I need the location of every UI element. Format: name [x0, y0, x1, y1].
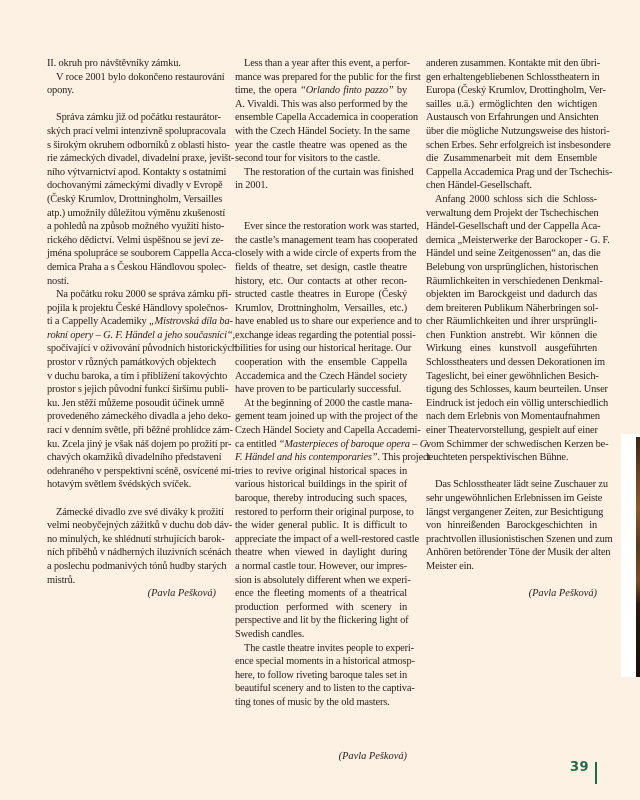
text-run: ting tones of music by the old masters. [235, 696, 390, 708]
theatre-photo-edge [636, 437, 640, 677]
text-run: Swedish candles. [235, 628, 305, 640]
text-run: demica Praha a s Českou Händlovou spolec- [47, 261, 227, 273]
text-run: Zámecké divadlo zve své diváky k prožití [56, 506, 224, 518]
text-run: v duchu baroka, a tím i přiblížení takovýchto [47, 370, 228, 382]
text-line [47, 247, 235, 261]
paragraph-gap [426, 574, 597, 588]
paragraph-gap [235, 723, 407, 737]
text-run: Accademica and the Czech Händel society [235, 370, 407, 382]
text-line [426, 166, 613, 180]
text-run: Less than a year after this event, a perfor- [244, 58, 410, 69]
text-run: theatre when viewed in daylight during [235, 547, 407, 559]
text-run: Czech Händel Society and Capella Accademi- [235, 425, 421, 437]
text-line [47, 111, 221, 125]
text-line [235, 533, 419, 547]
text-line [47, 193, 223, 207]
text-line [426, 383, 608, 397]
text-run: längst vergangener Zeiten, zur Besichtigung [426, 506, 604, 518]
text-line [426, 234, 610, 248]
text-line [235, 655, 415, 669]
text-line [235, 370, 407, 384]
text-run: mistrů. [47, 574, 76, 586]
text-run: dochovanými zámeckými divadly v Evropě [47, 180, 223, 192]
text-run: objekten im Barockgeist und dadurch das [426, 289, 597, 301]
text-line [235, 342, 412, 356]
text-line [47, 424, 233, 438]
text-line [235, 220, 419, 234]
text-line [47, 207, 226, 221]
text-line [235, 275, 407, 289]
text-run: the castle’s management team has cooperated [235, 234, 418, 246]
text-line [235, 98, 407, 112]
text-run: . This project [377, 452, 431, 464]
text-line [47, 152, 235, 166]
text-line [47, 234, 224, 248]
text-run: The restoration of the curtain was finished [244, 166, 414, 178]
text-line [47, 166, 227, 180]
text-line [235, 356, 407, 370]
text-line [235, 125, 410, 139]
text-line [426, 410, 600, 424]
text-line [47, 397, 225, 411]
text-run: Händel und seine Zeitgenossen“ an, das die [426, 248, 601, 260]
text-line [426, 506, 604, 520]
text-line [235, 424, 421, 438]
text-run: prostor v různých památkových objektech [47, 357, 217, 369]
text-line [47, 179, 223, 193]
text-run: have enabled us to share our experience and to [235, 316, 422, 328]
text-line [235, 696, 407, 710]
text-run: V roce 2001 bylo dokončeno restaurování [56, 71, 225, 83]
text-run: Europa (Český Krumlov, Drottingholm, Ver- [426, 85, 606, 97]
text-run: restored to perform their original purpose, to [235, 506, 414, 518]
text-run: beautiful scenery and to listen to the captiva- [235, 683, 415, 695]
text-run: ti a Cappelly Academiky [47, 316, 150, 328]
text-line [235, 166, 414, 180]
text-line [235, 506, 414, 520]
text-run: Austausch von Erfahrungen und Ansichten [426, 112, 599, 124]
text-line [426, 302, 597, 316]
paragraph-gap [235, 207, 407, 221]
author-signature: (Pavla Pešková) [147, 588, 216, 600]
text-run: rického dědictví. Velmi úspěšnou se jeví ze- [47, 234, 224, 246]
text-run: various historical buildings in the spirit of [235, 479, 407, 491]
text-run: opony. [47, 85, 74, 97]
text-line [235, 410, 418, 424]
text-line [426, 84, 606, 98]
paragraph-gap [235, 710, 407, 724]
text-run: closely with a wide circle of experts from the [235, 248, 417, 260]
text-line [47, 275, 216, 289]
text-line [426, 275, 603, 289]
text-line [47, 261, 227, 275]
text-line [235, 288, 407, 302]
text-run: rie zámeckých divadel, divadelní praxe, jevišt- [47, 153, 235, 165]
text-line [426, 247, 601, 261]
text-line [426, 261, 597, 275]
text-line [426, 329, 597, 343]
text-run: Schlosstheaters und dessen Dekorationen im [426, 357, 605, 369]
text-line [426, 451, 597, 465]
text-run: cooperation with the ensemble Cappella [235, 357, 407, 369]
text-run: jména spolupráce se souborem Cappella Acca- [47, 248, 235, 260]
text-line [235, 682, 415, 696]
text-line [47, 302, 228, 316]
text-run: baroque, thereby introducing such spaces, [235, 493, 407, 504]
column-english [235, 57, 431, 764]
text-line [47, 451, 222, 465]
italic-title: „Mistrovská díla ba- [149, 316, 233, 328]
text-run: odehraného v perspektivní scéně, osvícené mi- [47, 465, 235, 477]
text-line [47, 478, 216, 492]
text-run: Räumlichkeiten in verschiedenen Denkmal- [426, 275, 603, 287]
text-line [426, 179, 597, 193]
text-run: year the castle theatre was opened as the [235, 139, 407, 151]
text-line [426, 342, 597, 356]
text-line [47, 356, 216, 370]
text-line [47, 84, 216, 98]
text-run: with the Czech Händel Society. In the same [235, 125, 410, 137]
text-line [47, 342, 237, 356]
text-line [426, 111, 597, 125]
text-run: ního výtvarnictví apod. Kontakty s ostatními [47, 166, 227, 178]
italic-title: “Masterpieces of baroque opera – G. [278, 438, 430, 450]
text-run: leuchteten perspektivischen Bühne. [426, 452, 569, 464]
text-line [235, 261, 407, 275]
text-run: Správa zámku již od počátku restaurátor- [56, 112, 221, 124]
text-line [426, 519, 597, 533]
text-run: (Český Krumlov, Drottningholm, Versailles [47, 193, 223, 205]
text-run: perspective and lit by the flickering light of [235, 615, 409, 627]
text-run: Belebung von ursprünglichen, historischen [426, 261, 599, 273]
text-line [235, 383, 407, 397]
text-run: sailles u.ä.) ermöglichten den wichtigen [426, 98, 597, 110]
text-line [426, 424, 597, 438]
text-run: Anfang 2000 schloss sich die Schloss- [435, 193, 597, 205]
text-line [426, 560, 597, 574]
text-line [235, 247, 417, 261]
text-run: Anhören betörender Töne der Musik der alten [426, 547, 611, 559]
text-run: vom Schimmer der schwedischen Kerzen be- [426, 438, 609, 450]
italic-title: “Orlando finto pazzo” [300, 85, 394, 97]
text-run: Na počátku roku 2000 se správa zámku při- [56, 289, 232, 301]
text-run: A. Vivaldi. This was also performed by the [235, 98, 408, 110]
text-run: a normal castle tour. However, our impres- [235, 560, 407, 572]
text-run: ence special moments in a historical atmosp- [235, 656, 415, 668]
text-run: Krumlov, Drottningholm, Versailles, etc.) [235, 302, 407, 314]
text-run: time, the opera [235, 85, 301, 97]
text-line [47, 288, 232, 302]
text-line [426, 397, 609, 411]
text-run: history, etc. Our contacts at other recon- [235, 275, 407, 287]
text-run: in 2001. [235, 180, 268, 192]
text-run: Meister ein. [426, 560, 474, 572]
paragraph-gap [426, 465, 597, 479]
text-line [47, 560, 227, 574]
text-run: mance was prepared for the public for the first [235, 71, 421, 83]
text-run: second tour for visitors to the castle. [235, 153, 381, 165]
text-line [47, 533, 225, 547]
text-line [235, 628, 407, 642]
text-line [47, 506, 224, 520]
text-run: gement team joined up with the project of the [235, 411, 418, 423]
text-run: , [232, 329, 235, 341]
text-line [235, 642, 414, 656]
text-line [47, 410, 231, 424]
text-line [235, 560, 407, 574]
text-line [235, 465, 407, 479]
text-run: appreciate the impact of a well-restored castle [235, 533, 419, 545]
text-run: the wider general public. It is difficult to [235, 520, 407, 532]
text-run: bilities for using our historical heritage. Our [235, 343, 412, 355]
text-run: chen Funktion anstrebt. Wir können die [426, 329, 597, 341]
text-line [47, 370, 228, 384]
text-run: tries to revive original historical spaces in [235, 465, 407, 477]
text-line [235, 84, 407, 98]
text-run: ensemble Capella Accademica in cooperation [235, 112, 418, 124]
text-run: rací v denním světle, při běžné prohlídce zám- [47, 425, 233, 437]
author-signature: (Pavla Pešková) [528, 588, 597, 600]
text-line [235, 669, 407, 683]
text-run: Händel-Gesellschaft und der Cappella Aca- [426, 221, 601, 233]
text-line [47, 57, 216, 71]
text-run: production performed with scenery in [235, 601, 407, 613]
italic-title: rokní opery – G. F. Händel a jeho současníci“ [47, 329, 233, 341]
text-run: nach dem Erlebnis von Momentaufnahmen [426, 411, 600, 423]
text-line [235, 601, 407, 615]
text-line [426, 492, 603, 506]
text-run: atp.) umožnily důležitou výměnu zkušeností [47, 207, 226, 219]
text-run: here, to follow riveting baroque tales set in [235, 669, 407, 681]
text-line [235, 546, 407, 560]
text-run: II. okruh pro návštěvníky zámku. [47, 58, 181, 69]
column-german [426, 57, 613, 601]
text-line [426, 71, 600, 85]
text-line [47, 139, 230, 153]
text-run: dem breiteren Publikum Näherbringen sol- [426, 302, 599, 314]
text-run: hotavým světlem švédských svíček. [47, 479, 191, 491]
text-run: have proven to be particularly successful. [235, 384, 402, 396]
text-run: no minulých, ke shlédnutí strhujících barok- [47, 533, 225, 545]
text-run: a poslechu podmanivých tónů hudby starých [47, 560, 227, 572]
text-line [235, 438, 430, 452]
text-run: tigung des Schlosses, kaum beurteilen. Unser [426, 384, 608, 396]
paragraph-gap [235, 193, 407, 207]
text-line [426, 220, 601, 234]
text-line [426, 533, 613, 547]
text-run: ských prací velmi intenzivně spolupracovala [47, 125, 226, 137]
text-run: verwaltung dem Projekt der Tschechischen [426, 207, 599, 219]
text-line [235, 492, 407, 506]
text-line [426, 98, 597, 112]
text-run: über die mögliche Nutzungsweise des histori- [426, 125, 610, 137]
text-line [426, 288, 597, 302]
text-line [235, 478, 407, 492]
text-line [47, 546, 232, 560]
text-run: structed castle theatres in Europe (Český [235, 289, 407, 301]
text-run: by [393, 85, 407, 97]
text-line [47, 315, 233, 329]
text-line [426, 370, 597, 384]
text-line [235, 71, 421, 85]
text-run: fields of theatre, set design, castle theatre [235, 261, 407, 273]
text-line [235, 519, 407, 533]
text-run: prostor s jejich původní funkcí širšímu publi- [47, 384, 229, 396]
text-run: ca entitled [235, 438, 279, 450]
text-run: Ever since the restoration work was started, [244, 221, 419, 233]
text-run: prachtvollen illusionistischen Szenen und zum [426, 533, 613, 545]
text-run: einer Theatervorstellung, gespielt auf einer [426, 425, 598, 437]
text-run: schen Erbes. Sehr erfolgreich ist insbesondere [426, 139, 611, 151]
text-run: von hinreißenden Barockgeschichten in [426, 520, 597, 532]
text-run: At the beginning of 2000 the castle mana- [244, 397, 413, 409]
text-run: ností. [47, 275, 69, 287]
paragraph-gap [47, 492, 216, 506]
text-line [47, 71, 225, 85]
text-line [47, 125, 226, 139]
text-line [235, 57, 410, 71]
text-run: The castle theatre invites people to experi- [244, 642, 414, 654]
text-run: chavých okamžiků divadelního představení [47, 452, 222, 464]
text-line [235, 111, 418, 125]
text-run: exchange ideas regarding the potential possi- [235, 329, 416, 341]
page-number: 39 [570, 760, 590, 775]
text-run: Tageslicht, bei einer gewöhnlichen Besich- [426, 370, 599, 382]
text-run: chen Händel-Gesellschaft. [426, 180, 532, 192]
photo-strip [621, 434, 640, 677]
text-line [426, 207, 597, 221]
text-run: demica „Meisterwerke der Barockoper - G. F. [426, 234, 610, 246]
text-line [235, 152, 407, 166]
text-line [235, 451, 431, 465]
text-run: die Zusammenarbeit mit dem Ensemble [426, 153, 597, 165]
text-line [426, 438, 609, 452]
text-run: ence the fleeting moments of a theatrical [235, 588, 407, 600]
text-line [426, 57, 601, 71]
text-run: velmi neobyčejných zážitků v duchu dob dáv- [47, 520, 233, 532]
text-run: cher Räumlichkeiten und ihrer ursprüngli- [426, 316, 597, 328]
text-run: Eindruck ist jedoch ein völlig unterschiedlich [426, 397, 609, 409]
text-line [235, 614, 407, 628]
text-line [426, 478, 608, 492]
text-run: s širokým okruhem odborníků z oblasti histo- [47, 139, 230, 151]
text-line [47, 574, 216, 588]
text-run: provedeného zámeckého divadla a jeho deko- [47, 411, 231, 423]
text-line [235, 315, 422, 329]
text-line [426, 546, 611, 560]
text-run: a pohledů na způsob možného využití histo- [47, 221, 225, 233]
text-line [47, 329, 235, 343]
text-run: ních příběhů v nádherných iluzivních scénách [47, 547, 232, 559]
text-run: sehr ungewöhnlichen Erlebnissen im Geiste [426, 493, 603, 504]
paragraph-gap [235, 737, 407, 751]
text-line [235, 179, 407, 193]
page-number-bar [595, 762, 597, 784]
text-line [426, 356, 605, 370]
text-line [47, 220, 225, 234]
text-line [426, 125, 610, 139]
text-run: gen erhaltengebliebenen Schlosstheatern in [426, 71, 600, 83]
paragraph-gap [47, 98, 216, 112]
text-line [235, 329, 416, 343]
text-run: ku. Jen stěží můžeme posoudit účinek umně [47, 397, 225, 409]
text-line [47, 465, 235, 479]
text-line [235, 574, 411, 588]
text-line [235, 397, 413, 411]
text-line [235, 234, 418, 248]
text-line [235, 302, 407, 316]
text-line [235, 587, 407, 601]
text-run: Wirkung eines kunstvoll ausgeführten [426, 343, 597, 355]
text-run: ku. Zcela jiný je však náš dojem po prožití pr- [47, 438, 232, 450]
text-line [426, 152, 597, 166]
text-line [426, 139, 611, 153]
text-line [426, 315, 597, 329]
text-line [235, 139, 407, 153]
text-run: sion is absolutely different when we experi- [235, 574, 411, 586]
text-run: anderen zusammen. Kontakte mit den übri- [426, 58, 601, 69]
text-line [47, 438, 232, 452]
text-run: pojila k projektu České Händlovy společnos- [47, 302, 228, 314]
author-signature: (Pavla Pešková) [338, 751, 407, 763]
text-line [426, 193, 597, 207]
italic-title: F. Händel and his contemporaries” [235, 452, 378, 464]
text-line [47, 519, 233, 533]
text-line [47, 383, 229, 397]
text-run: Das Schlosstheater lädt seine Zuschauer zu [435, 479, 608, 491]
text-run: Cappella Accademica Prag und der Tschechis- [426, 166, 613, 178]
column-czech [47, 57, 237, 601]
text-run: spočívající v oživování původních historických [47, 343, 237, 355]
